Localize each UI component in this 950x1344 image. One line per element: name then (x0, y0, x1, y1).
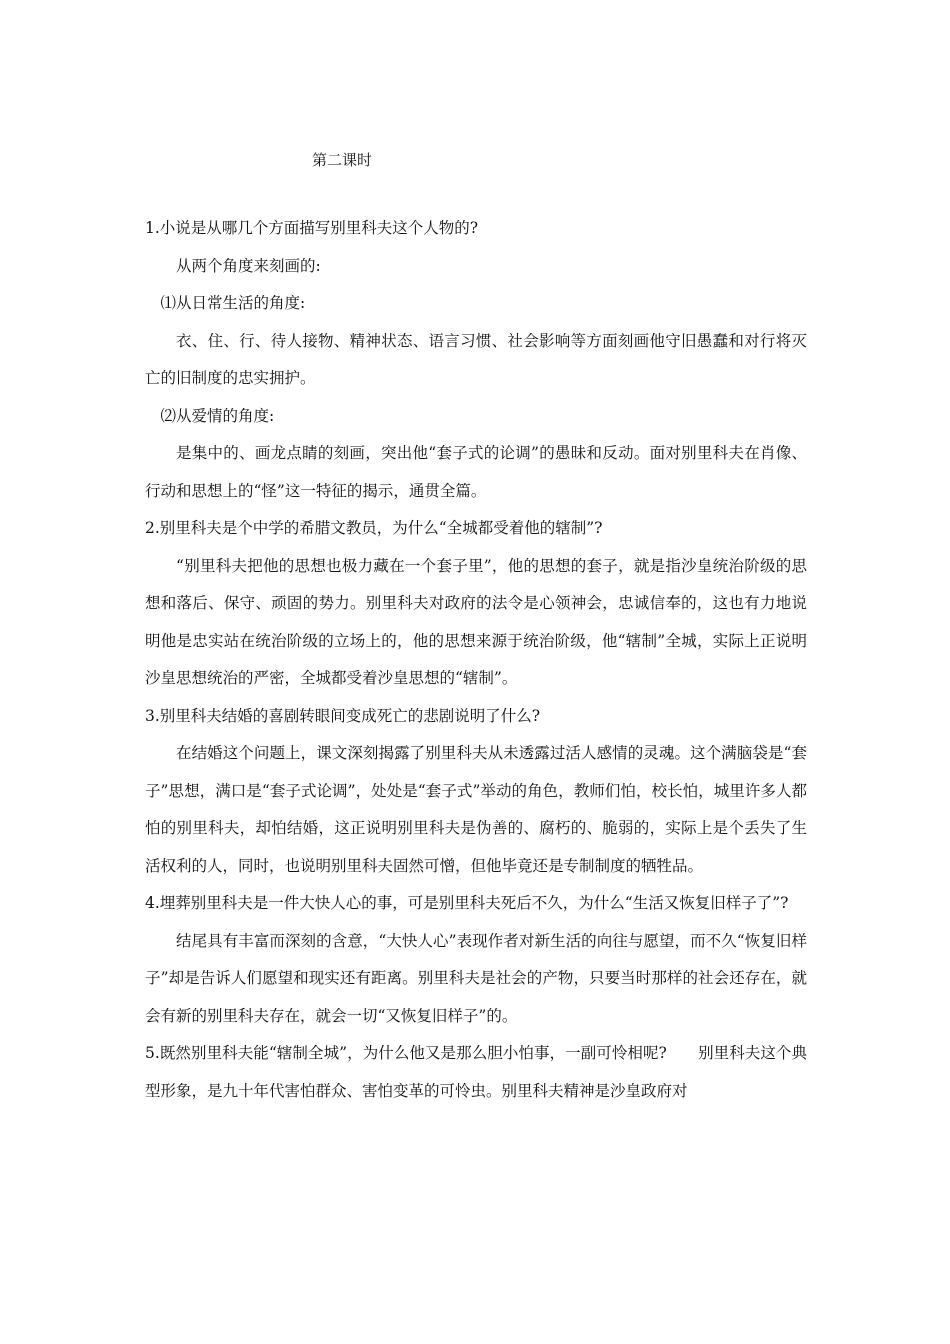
answer-2: “别里科夫把他的思想也极力藏在一个套子里”，他的思想的套子，就是指沙皇统治阶级的思想和落后、保守、顽固的势力。别里科夫对政府的法令是心领神会，忠诚信奉的，这也有力地说明他是忠实站在统治阶级的立场上的，他的思想来源于统治阶级，他“辖制”全城，实际上正说明沙皇思想统治的严密，全城都受着沙皇思想的“辖制”。 (145, 556, 807, 687)
answer-4: 结尾具有丰富而深刻的含意，“大快人心”表现作者对新生活的向往与愿望，而不久“恢复旧样子”却是告诉人们愿望和现实还有距离。别里科夫是社会的产物，只要当时那样的社会还存在，就会有新的别里科夫存在，就会一切“又恢复旧样子”的。 (145, 931, 807, 1025)
answer-1-point-2-text: 是集中的、画龙点睛的刻画，突出他“套子式的论调”的愚昧和反动。面对别里科夫在肖像、行动和思想上的“怪”这一特征的揭示，通贯全篇。 (145, 444, 807, 500)
page-title: 第二课时 (312, 151, 373, 169)
answer-1-point-1-text: 衣、住、行、待人接物、精神状态、语言习惯、社会影响等方面刻画他守旧愚蠢和对行将灭亡的旧制度的忠实拥护。 (145, 331, 807, 387)
answer-1-point-1-heading: ⑴从日常生活的角度: (160, 294, 306, 312)
question-3: 3.别里科夫结婚的喜剧转眼间变成死亡的悲剧说明了什么? (145, 706, 541, 725)
question-1: 1.小说是从哪几个方面描写别里科夫这个人物的? (145, 219, 479, 237)
question-5: 5.既然别里科夫能“辖制全城”，为什么他又是那么胆小怕事，一副可怜相呢? 别里科夫这个典型形象，是九十年代害怕群众、害怕变革的可怜虫。别里科夫精神是沙皇政府对 (145, 1044, 807, 1100)
answer-1-point-2-heading: ⑵从爱情的角度: (160, 406, 275, 425)
answer-3: 在结婚这个问题上，课文深刻揭露了别里科夫从未透露过活人感情的灵魂。这个满脑袋是“套子”思想，满口是“套子式论调”，处处是“套子式”举动的角色，教师们怕，校长怕，城里许多人都怕的别里科夫，却怕结婚，这正说明别里科夫是伪善的、腐朽的、脆弱的，实际上是个丢失了生活权利的人，同时，也说明别里科夫固然可憎，但他毕竟还是专制制度的牺牲品。 (145, 744, 807, 875)
question-2: 2.别里科夫是个中学的希腊文教员，为什么“全城都受着他的辖制”? (145, 519, 603, 537)
document-body (145, 210, 807, 1110)
answer-1-intro: 从两个角度来刻画的: (176, 256, 321, 275)
question-4: 4.埋葬别里科夫是一件大快人心的事，可是别里科夫死后不久，为什么“生活又恢复旧样子了”? (145, 894, 789, 912)
